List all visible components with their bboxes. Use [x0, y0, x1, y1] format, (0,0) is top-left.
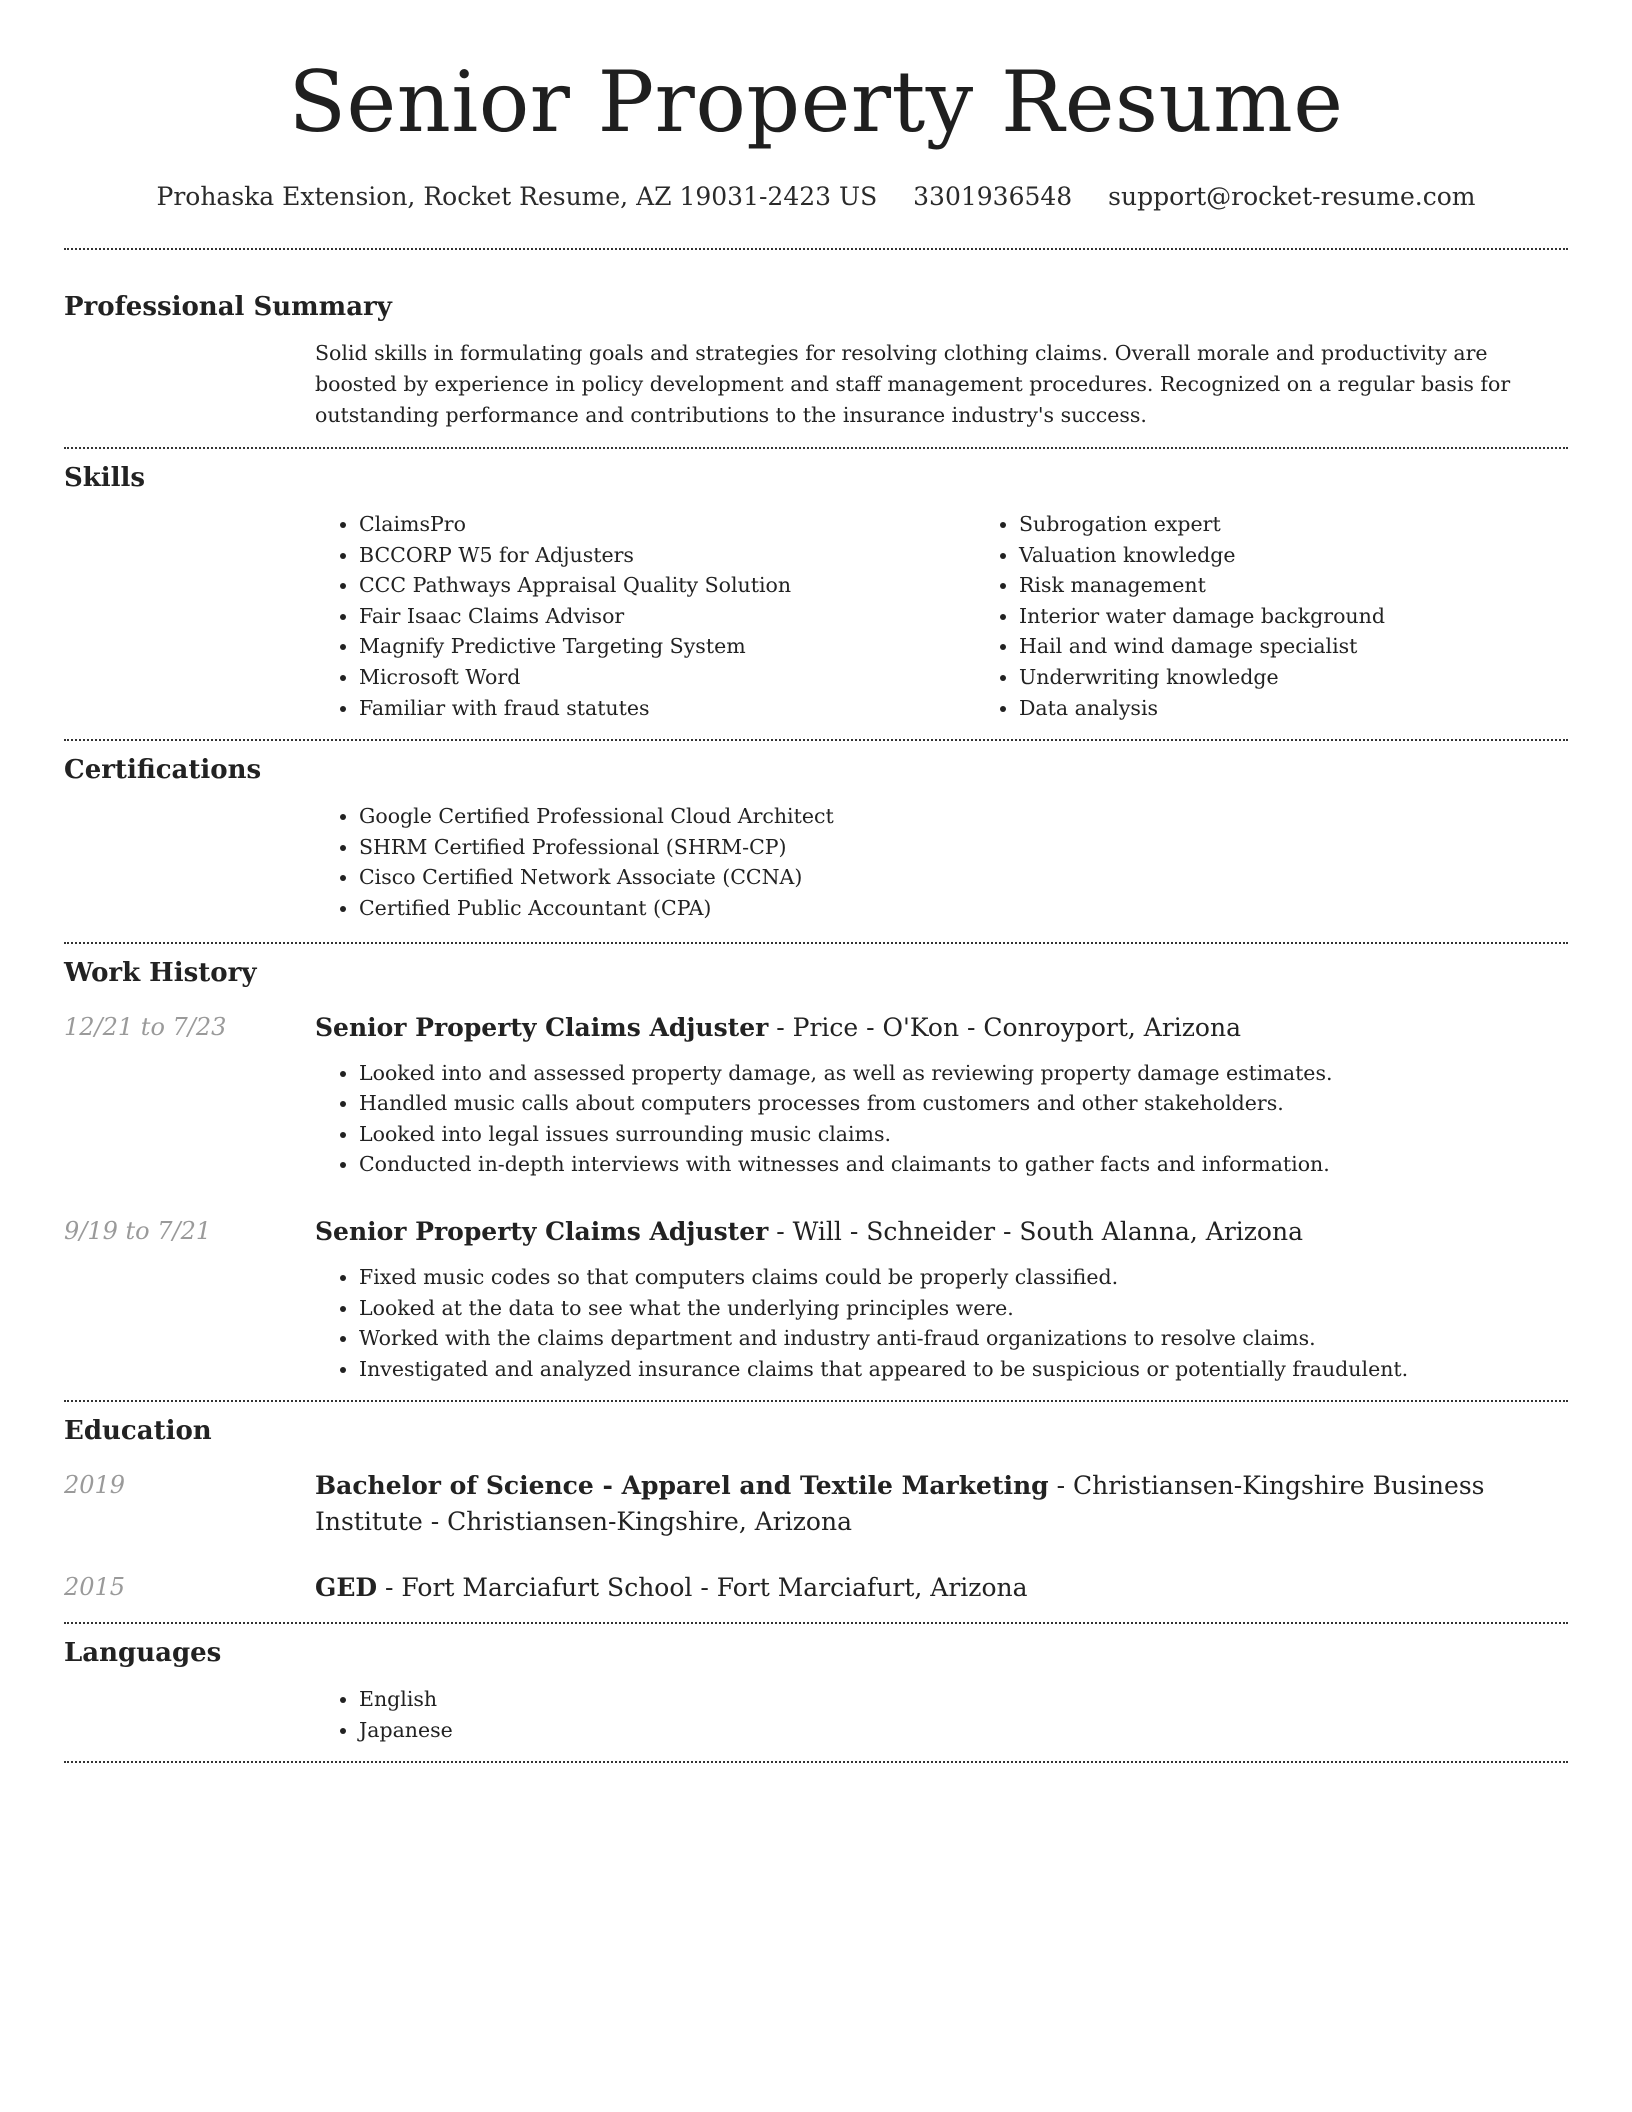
email: support@rocket-resume.com: [1108, 182, 1476, 211]
skill-item: • Interior water damage background: [1019, 601, 1632, 632]
certifications-list: [315, 801, 1568, 923]
address: Prohaska Extension, Rocket Resume, AZ 19031-2423 US: [156, 182, 878, 211]
phone: 3301936548: [913, 182, 1073, 211]
job-bullet: • Looked into legal issues surrounding music claims.: [359, 1119, 1568, 1150]
job-bullets: [315, 1058, 1568, 1180]
education-degree: Bachelor of Science - Apparel and Textile Marketing: [315, 1471, 1049, 1501]
languages-section: [64, 1624, 1568, 1745]
job-bullet: • Worked with the claims department and industry anti-fraud organizations to resolve claims.: [359, 1323, 1568, 1354]
skill-item: • Fair Isaac Claims Advisor: [359, 601, 975, 632]
job-title: Senior Property Claims Adjuster: [315, 1216, 769, 1246]
skill-item: • Risk management: [1019, 570, 1632, 601]
summary-section: [64, 250, 1568, 431]
job-dates: 12/21 to 7/23: [64, 1012, 227, 1041]
work-history-heading: Work History: [64, 957, 257, 988]
job-title-line: [315, 1214, 1568, 1250]
language-item: • English: [359, 1684, 1568, 1715]
job-bullet: • Conducted in-depth interviews with witnesses and claimants to gather facts and information.: [359, 1149, 1568, 1180]
certifications-section: [64, 741, 1568, 923]
job-details: - Will - Schneider - South Alanna, Arizona: [768, 1216, 1303, 1246]
education-details: - Fort Marciafurt School - Fort Marciafurt, Arizona: [377, 1573, 1028, 1603]
job-entry: [64, 1010, 1568, 1180]
skill-item: • ClaimsPro: [359, 509, 975, 540]
skills-section: [64, 449, 1568, 723]
job-title-line: [315, 1010, 1568, 1046]
contact-line: [64, 180, 1568, 214]
skill-item: • Data analysis: [1019, 693, 1632, 724]
job-bullet: • Investigated and analyzed insurance claims that appeared to be suspicious or potentially fraudulent.: [359, 1354, 1568, 1385]
skills-heading: Skills: [64, 463, 146, 493]
certification-item: • SHRM Certified Professional (SHRM-CP): [359, 832, 1568, 863]
skill-item: • CCC Pathways Appraisal Quality Solution: [359, 570, 975, 601]
certifications-heading: Certifications: [64, 755, 262, 786]
skill-item: • Magnify Predictive Targeting System: [359, 631, 975, 662]
job-bullet: • Handled music calls about computers processes from customers and other stakeholders.: [359, 1088, 1568, 1119]
summary-text: Solid skills in formulating goals and strategies for resolving clothing claims. Overall morale and productivity are boosted by experience in policy development and staff management procedures. Recognized on a regular basis for outstanding performance and contributions to the insurance industry's success.: [315, 341, 1511, 427]
resume-title: Senior Property Resume: [288, 53, 1344, 151]
job-bullets: [315, 1262, 1568, 1384]
job-dates: 9/19 to 7/21: [64, 1216, 212, 1245]
certification-item: • Certified Public Accountant (CPA): [359, 893, 1568, 924]
job-bullet: • Fixed music codes so that computers claims could be properly classified.: [359, 1262, 1568, 1293]
skills-list-right: [975, 509, 1632, 723]
languages-list: [315, 1684, 1568, 1745]
skill-item: • Hail and wind damage specialist: [1019, 631, 1632, 662]
job-entry: [64, 1214, 1568, 1384]
job-title: Senior Property Claims Adjuster: [315, 1012, 769, 1042]
education-details: - Christiansen-Kingshire Business Institute - Christiansen-Kingshire, Arizona: [315, 1471, 1485, 1537]
certification-item: • Cisco Certified Network Associate (CCNA): [359, 862, 1568, 893]
education-year: 2015: [64, 1573, 126, 1602]
language-item: • Japanese: [359, 1715, 1568, 1746]
job-bullet: • Looked into and assessed property damage, as well as reviewing property damage estimates.: [359, 1058, 1568, 1089]
languages-heading: Languages: [64, 1638, 222, 1669]
skill-item: • Underwriting knowledge: [1019, 662, 1632, 693]
education-entry: [64, 1570, 1568, 1606]
education-heading: Education: [64, 1416, 212, 1447]
skill-item: • Valuation knowledge: [1019, 540, 1632, 571]
skill-item: • Subrogation expert: [1019, 509, 1632, 540]
education-section: [64, 1402, 1568, 1606]
education-entry: [64, 1468, 1568, 1540]
education-year: 2019: [64, 1471, 126, 1500]
skill-item: • BCCORP W5 for Adjusters: [359, 540, 975, 571]
certification-item: • Google Certified Professional Cloud Architect: [359, 801, 1568, 832]
job-bullet: • Looked at the data to see what the underlying principles were.: [359, 1293, 1568, 1324]
education-degree: GED: [315, 1573, 378, 1603]
divider: [64, 1761, 1568, 1763]
skill-item: • Microsoft Word: [359, 662, 975, 693]
skill-item: • Familiar with fraud statutes: [359, 693, 975, 724]
job-details: - Price - O'Kon - Conroyport, Arizona: [768, 1012, 1241, 1042]
summary-heading: Professional Summary: [64, 292, 392, 322]
skills-list-left: [315, 509, 975, 723]
work-history-section: [64, 944, 1568, 1385]
